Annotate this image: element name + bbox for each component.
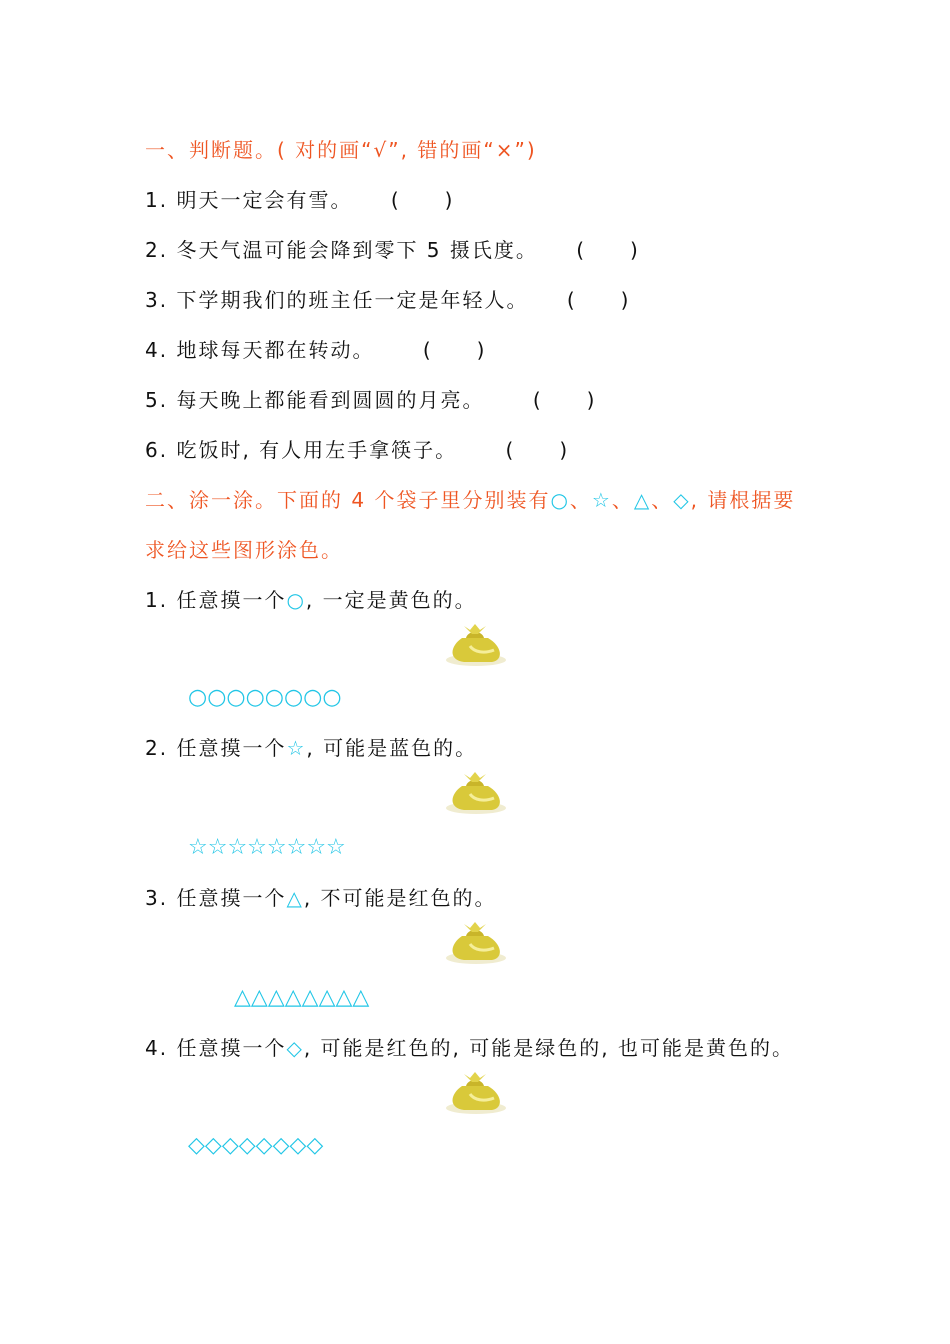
separator: 、 [611,488,634,512]
triangle-icon: △ [286,886,304,910]
star-row[interactable]: ☆☆☆☆☆☆☆☆ [188,835,346,860]
judge-item-3 [145,286,630,314]
star-icon: ☆ [591,488,612,512]
question-text: , 可能是红色的, 可能是绿色的, 也可能是黄色的。 [303,1036,794,1060]
question-1 [145,586,477,614]
question-3 [145,884,497,912]
judge-item-6 [145,436,569,464]
answer-paren[interactable]: ( ) [576,238,640,262]
judge-item-2 [145,236,640,264]
money-bag-icon [440,768,510,816]
judge-item-5 [145,386,596,414]
judge-item-text: 1. 明天一定会有雪。 [145,188,353,212]
question-text: 2. 任意摸一个 [145,736,287,760]
section2-title-text: , 请根据要 [690,488,796,512]
money-bag-icon [440,1068,510,1116]
answer-paren[interactable]: ( ) [566,288,631,312]
question-text: , 不可能是红色的。 [303,886,497,910]
judge-item-text: 3. 下学期我们的班主任一定是年轻人。 [145,288,529,312]
star-icon: ☆ [286,736,307,760]
question-text: 3. 任意摸一个 [145,886,287,910]
triangle-icon: △ [633,488,652,512]
circle-icon: ○ [550,488,570,512]
section2-title-line2: 求给这些图形涂色。 [145,538,343,562]
circle-row[interactable]: ○○○○○○○○ [188,685,342,710]
section2-title-text: 二、涂一涂。下面的 4 个袋子里分别装有 [145,488,551,512]
answer-paren[interactable]: ( ) [390,188,455,212]
judge-item-text: 2. 冬天气温可能会降到零下 5 摄氏度。 [145,238,538,262]
money-bag-icon [440,620,510,668]
judge-item-4 [145,336,486,364]
judge-item-1 [145,186,454,214]
judge-item-text: 5. 每天晚上都能看到圆圆的月亮。 [145,388,485,412]
question-4 [145,1034,794,1062]
money-bag-icon [440,918,510,966]
judge-item-text: 6. 吃饭时, 有人用左手拿筷子。 [145,438,458,462]
question-text: , 一定是黄色的。 [305,588,477,612]
answer-paren[interactable]: ( ) [532,388,597,412]
question-text: , 可能是蓝色的。 [306,736,478,760]
diamond-icon: ◇ [286,1036,304,1060]
answer-paren[interactable]: ( ) [422,338,487,362]
diamond-icon: ◇ [673,488,691,512]
separator: 、 [651,488,674,512]
section2-title [145,486,795,514]
question-text: 4. 任意摸一个 [145,1036,287,1060]
question-text: 1. 任意摸一个 [145,588,287,612]
triangle-row[interactable]: △△△△△△△△ [234,985,370,1010]
question-2 [145,734,477,762]
judge-item-text: 4. 地球每天都在转动。 [145,338,375,362]
diamond-row[interactable]: ◇◇◇◇◇◇◇◇ [188,1133,324,1158]
separator: 、 [569,488,592,512]
answer-paren[interactable]: ( ) [505,438,570,462]
circle-icon: ○ [286,588,306,612]
section1-title: 一、判断题。( 对的画“√”, 错的画“×”) [145,138,537,162]
